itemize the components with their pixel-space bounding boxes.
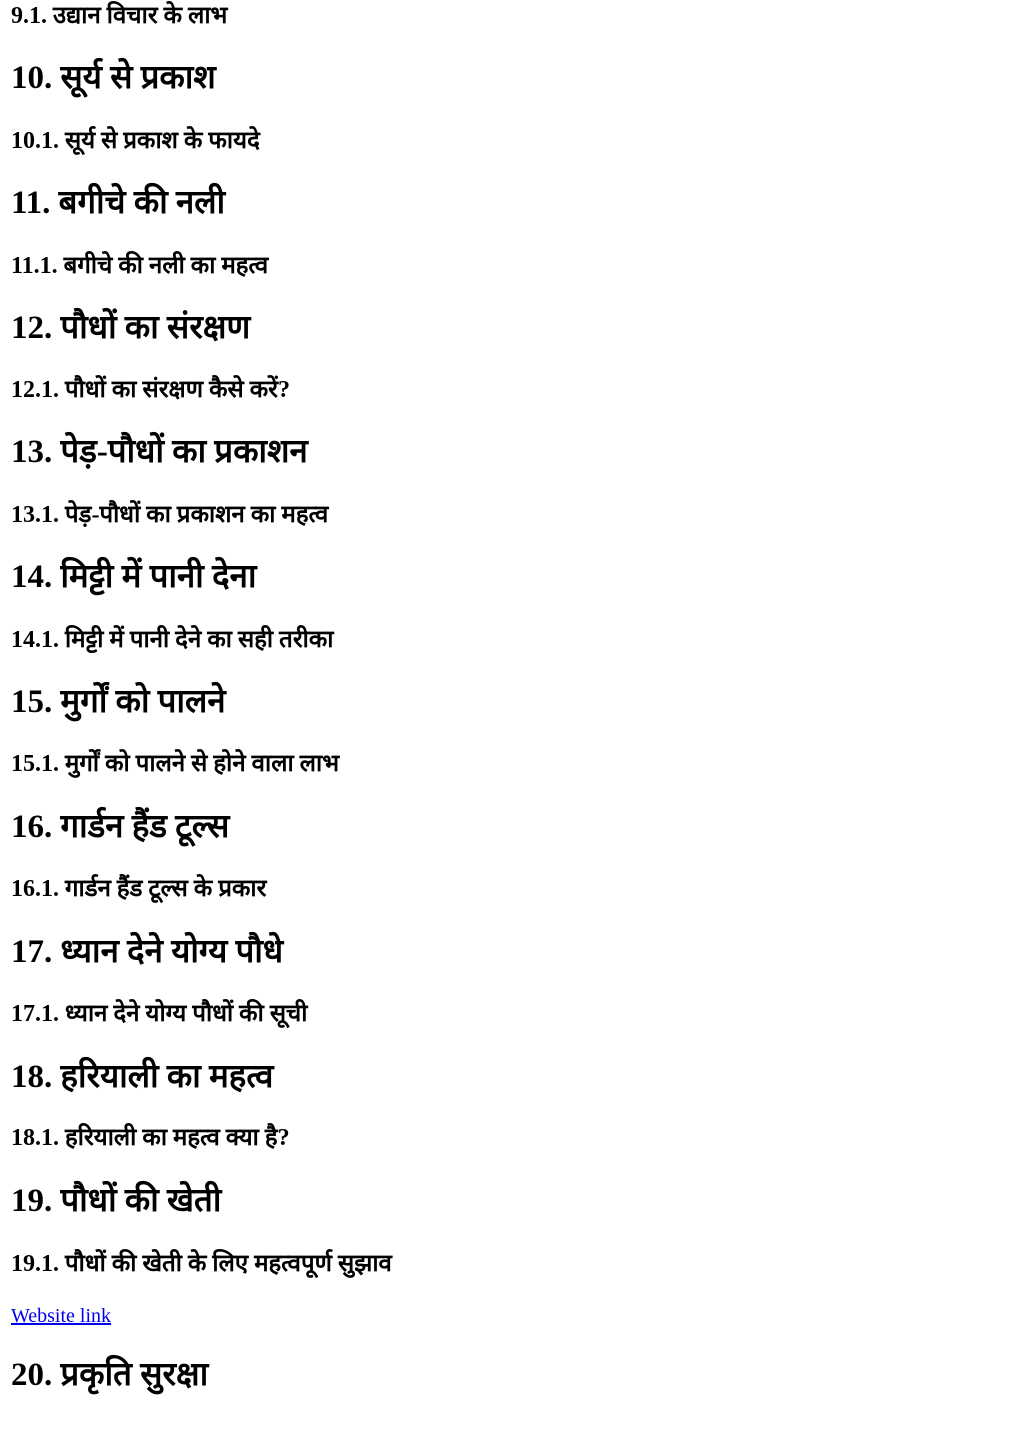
heading-15: 15. मुर्गों को पालने xyxy=(11,684,226,720)
heading-19: 19. पौधों की खेती xyxy=(11,1183,222,1219)
heading-16: 16. गार्डन हैंड टूल्स xyxy=(11,809,230,845)
heading-20: 20. प्रकृति सुरक्षा xyxy=(11,1357,209,1393)
website-link[interactable]: Website link xyxy=(11,1305,112,1327)
heading-18: 18. हरियाली का महत्व xyxy=(11,1059,274,1095)
subheading-17-1: 17.1. ध्यान देने योग्य पौधों की सूची xyxy=(11,1001,308,1027)
subheading-10-1: 10.1. सूर्य से प्रकाश के फायदे xyxy=(11,128,260,154)
subheading-15-1: 15.1. मुर्गों को पालने से होने वाला लाभ xyxy=(11,751,340,777)
heading-17: 17. ध्यान देने योग्य पौधे xyxy=(11,934,284,970)
subheading-18-1: 18.1. हरियाली का महत्व क्या है? xyxy=(11,1125,290,1151)
subheading-16-1: 16.1. गार्डन हैंड टूल्स के प्रकार xyxy=(11,876,267,902)
heading-14: 14. मिट्टी में पानी देना xyxy=(11,559,257,595)
subheading-14-1: 14.1. मिट्टी में पानी देने का सही तरीका xyxy=(11,627,334,653)
heading-13: 13. पेड़-पौधों का प्रकाशन xyxy=(11,434,308,470)
heading-11: 11. बगीचे की नली xyxy=(11,185,226,221)
subheading-11-1: 11.1. बगीचे की नली का महत्व xyxy=(11,253,269,279)
heading-12: 12. पौधों का संरक्षण xyxy=(11,310,251,346)
subheading-13-1: 13.1. पेड़-पौधों का प्रकाशन का महत्व xyxy=(11,502,329,528)
subheading-9-1: 9.1. उद्यान विचार के लाभ xyxy=(11,3,228,29)
subheading-12-1: 12.1. पौधों का संरक्षण कैसे करें? xyxy=(11,377,290,403)
heading-10: 10. सूर्य से प्रकाश xyxy=(11,60,216,96)
subheading-19-1: 19.1. पौधों की खेती के लिए महत्वपूर्ण सुझाव xyxy=(11,1251,392,1277)
